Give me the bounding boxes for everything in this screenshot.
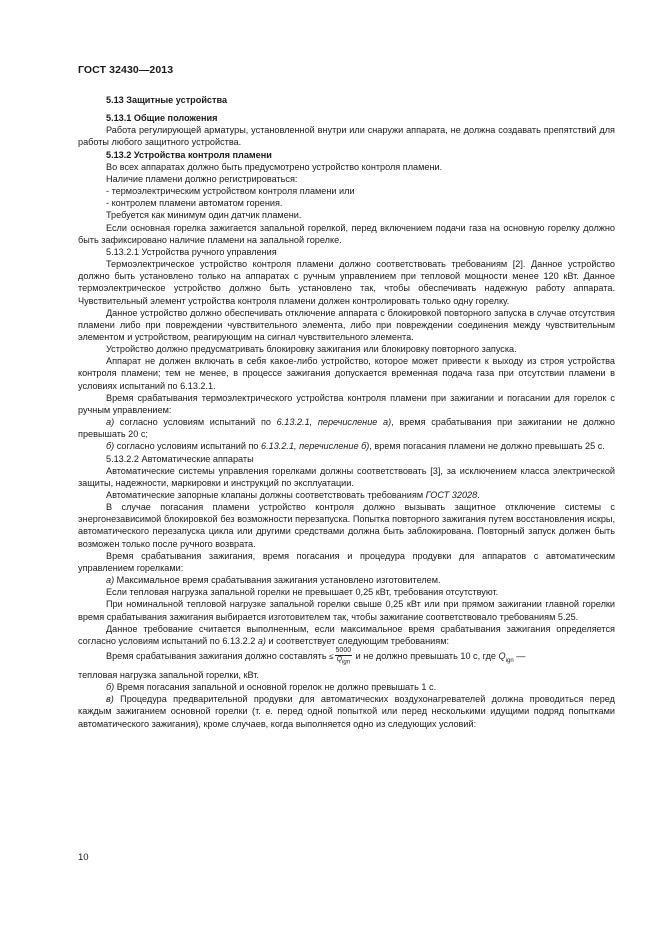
list-item: - термоэлектрическим устройством контроля пламени или (106, 186, 355, 197)
section-heading-5-13: 5.13 Защитные устройства (106, 95, 228, 105)
paragraph: Время срабатывания термоэлектрического устройства контроля пламени при зажигании и погасании для горелок с ручным управлением: (78, 392, 615, 415)
cross-reference: 6.13.2.1, перечисление а) (276, 417, 392, 428)
item-label: б) (106, 441, 115, 452)
leq-sign: ≤ (329, 652, 334, 662)
q-ign-symbol: $Q_{ign}$ (498, 651, 514, 664)
fraction-denominator: Qign (336, 656, 351, 666)
section-heading-5-13-2: 5.13.2 Устройства контроля пламени (106, 149, 272, 160)
paragraph: Во всех аппаратах должно быть предусмотрено устройство контроля пламени. (106, 161, 443, 172)
paragraph: Если тепловая нагрузка запальной горелки не превышает 0,25 кВт, требования отсутствуют. (106, 587, 499, 598)
paragraph: Данное требование считается выполненным, если максимальное время срабатывания зажигания определяется согласно условиям испытаний по 6.13.2.2 а) и соответствует следующим требованиям: (78, 623, 615, 646)
paragraph: В случае погасания пламени устройство контроля должно вызывать защитное отключение системы с энергонезависимой блокировкой без возможности перезапуска. Попытка повторного зажигания путем восстановления искры, автоматического перезапуска цикла или другими средствами должна быть заблокирована. Повторный запуск должен быть возможен только после ручного возврата. (78, 502, 615, 549)
fraction (335, 647, 353, 666)
list-item: б) Время погасания запальной и основной горелок не должно превышать 1 с. (106, 682, 437, 693)
running-header: ГОСТ 32430—2013 (78, 64, 174, 76)
section-heading-5-13-2-2: 5.13.2.2 Автоматические аппараты (106, 453, 254, 464)
item-label: в) (106, 694, 114, 705)
section-heading-5-13-1: 5.13.1 Общие положения (106, 113, 218, 124)
list-item: - контролем пламени автоматом горения. (106, 198, 283, 209)
list-item: а) согласно условиям испытаний по 6.13.2.1, перечисление а), время срабатывания при зажигании не должно превышать 20 с; (78, 417, 616, 440)
paragraph: Время срабатывания зажигания, время погасания и процедура продувки для аппаратов с автоматическим управлением горелками: (78, 550, 615, 573)
paragraph: Устройство должно предусматривать блокировку зажигания или блокировку повторного запуска. (106, 344, 517, 355)
paragraph: Работа регулирующей арматуры, установленной внутри или снаружи аппарата, не должна создавать препятствий для работы любого защитного устройства. (78, 125, 615, 148)
section-heading-5-13-2-1: 5.13.2.1 Устройства ручного управления (106, 246, 277, 257)
cross-reference: а) (257, 635, 266, 646)
paragraph: Автоматические системы управления горелками должны соответствовать [3], за исключением класса электрической защиты, надежности, маркировки и инструкций по эксплуатации. (78, 465, 615, 488)
paragraph: Автоматические запорные клапаны должны соответствовать требованиям ГОСТ 32028. (106, 490, 480, 500)
paragraph: При номинальной тепловой нагрузке запальной горелки свыше 0,25 кВт или при прямом зажигании главной горелки время срабатывания зажигания выбирается изготовителем так, чтобы зажигание соответствовало требованиям 5.25. (78, 599, 615, 622)
paragraph: Требуется как минимум один датчик пламени. (106, 210, 302, 221)
page-body (78, 94, 615, 730)
paragraph: Данное устройство должно обеспечивать отключение аппарата с блокировкой повторного запуска в случае отсутствия пламени либо при повреждении чувствительного элемента, либо при повреждении соединения между чувствительным элементом и устройством, реагирующим на сигнал чувствительного элемента. (78, 307, 615, 342)
fraction-numerator: 5000 (335, 647, 352, 655)
item-label: а) (106, 575, 115, 586)
list-item: б) согласно условиям испытаний по 6.13.2.1, перечисление б), время погасания пламени не должно превышать 25 с. (106, 441, 605, 452)
formula-line: Время срабатывания зажигания должно составлять ≤ $\frac{5000}{\text{Qign}}$ и не должно превышать 10 с, где $Q_{ign}$ — (106, 647, 526, 666)
paragraph: Термоэлектрическое устройство контроля пламени должно соответствовать требованиям [2]. Данное устройство должно быть установлено только на аппаратах с ручным управлением при тепловой мощности менее 120 кВт. Данное термоэлектрическое устройство должно быть установлено так, чтобы обеспечивать надежную работу аппарата. Чувствительный элемент устройства контроля пламени должен контролировать только одну горелку. (78, 259, 615, 306)
paragraph: Если основная горелка зажигается запальной горелкой, перед включением подачи газа на основную горелку должно быть зафиксировано наличие пламени на запальной горелке. (78, 222, 615, 245)
page-number: 10 (78, 852, 89, 863)
list-item: в) Процедура предварительной продувки для автоматических воздухонагревателей должна проводиться перед каждым зажиганием основной горелки (т. е. перед одной попыткой или перед несколькими идущими подряд попытками автоматического зажигания), кроме случаев, когда выполняется одно из следующих условий: (78, 694, 615, 729)
cross-reference: ГОСТ 32028 (425, 490, 478, 500)
paragraph: Наличие пламени должно регистрироваться: (106, 173, 298, 184)
item-label: а) (106, 417, 115, 428)
item-label: б) (106, 682, 115, 693)
cross-reference: 6.13.2.1, перечисление б) (261, 441, 370, 452)
paragraph: тепловая нагрузка запальной горелки, кВт. (78, 669, 259, 680)
list-item: а) Максимальное время срабатывания зажигания установлено изготовителем. (106, 575, 441, 586)
paragraph: Аппарат не должен включать в себя какое-либо устройство, которое может привести к выходу из строя устройства контроля пламени; тем не менее, в процессе зажигания допускается временная подача газа при отсутствии пламени в условиях испытаний по 6.13.2.1. (78, 356, 615, 391)
